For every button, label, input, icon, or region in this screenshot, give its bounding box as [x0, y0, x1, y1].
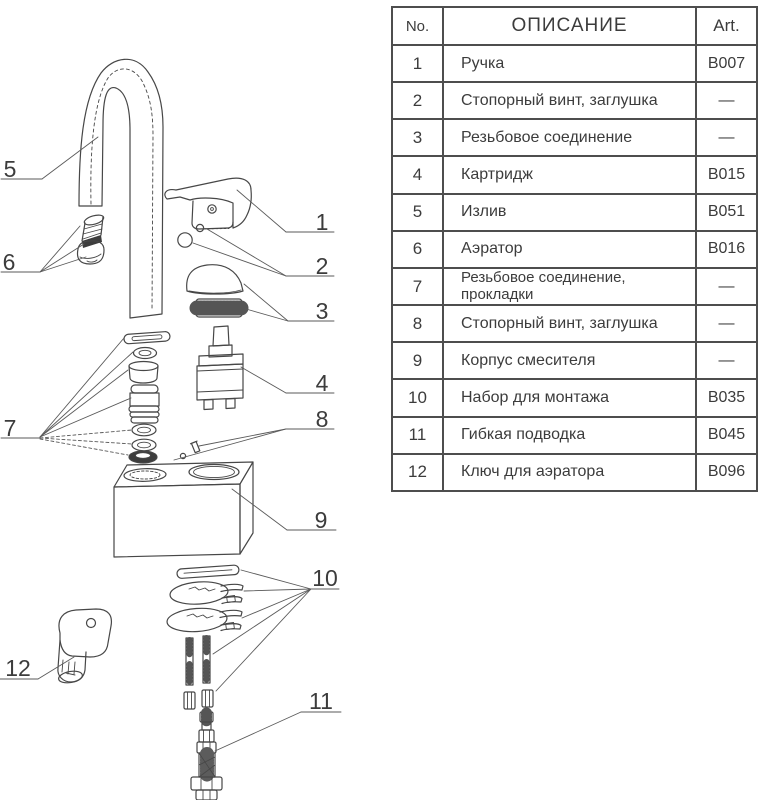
cell-art: B016 [696, 231, 757, 268]
table-row [392, 379, 757, 416]
cell-art: B051 [696, 194, 757, 231]
cell-description: Аэратор [443, 231, 696, 268]
col-header-description: ОПИСАНИЕ [443, 7, 696, 45]
table-row [392, 82, 757, 119]
cell-no: 11 [392, 417, 443, 454]
parts-table [391, 6, 758, 492]
table-row [392, 156, 757, 193]
table-row [392, 268, 757, 305]
table-row [392, 305, 757, 342]
threaded-connection-part [187, 265, 243, 317]
table-header-row [392, 7, 757, 45]
table-row [392, 342, 757, 379]
cell-description: Резьбовое соединение, прокладки [443, 268, 696, 305]
cell-no: 1 [392, 45, 443, 82]
callout-11: 11 [309, 688, 333, 714]
cell-description: Набор для монтажа [443, 379, 696, 416]
callout-2: 2 [315, 253, 329, 279]
flexible-hose-part [191, 712, 222, 800]
cartridge-part [197, 326, 243, 410]
callout-12: 12 [5, 655, 31, 681]
cell-art: B007 [696, 45, 757, 82]
table-row [392, 45, 757, 82]
cell-art: — [696, 268, 757, 305]
cell-no: 5 [392, 194, 443, 231]
table-row [392, 194, 757, 231]
cell-description: Излив [443, 194, 696, 231]
cell-art: B096 [696, 454, 757, 491]
aerator-key-part [58, 609, 112, 685]
mixer-body-part [114, 462, 253, 557]
col-header-no: No. [392, 7, 443, 45]
cell-no: 3 [392, 119, 443, 156]
handle-part [165, 178, 251, 229]
cell-no: 2 [392, 82, 443, 119]
cell-no: 9 [392, 342, 443, 379]
cell-art: — [696, 119, 757, 156]
callout-4: 4 [315, 370, 329, 396]
cell-art: B045 [696, 417, 757, 454]
cell-art: B035 [696, 379, 757, 416]
cell-description: Ручка [443, 45, 696, 82]
callout-3: 3 [315, 298, 329, 324]
callout-6: 6 [2, 249, 16, 275]
handle-screw [208, 205, 216, 213]
callout-1: 1 [315, 209, 329, 235]
callout-5: 5 [3, 156, 17, 182]
cell-no: 4 [392, 156, 443, 193]
cell-description: Гибкая подводка [443, 417, 696, 454]
cell-no: 6 [392, 231, 443, 268]
spout-part [79, 59, 163, 318]
cell-art: B015 [696, 156, 757, 193]
table-row [392, 119, 757, 156]
aerator-part [78, 213, 105, 264]
cell-description: Стопорный винт, заглушка [443, 82, 696, 119]
body-stop-screw-part [180, 441, 200, 458]
col-header-art: Art. [696, 7, 757, 45]
cell-description: Корпус смесителя [443, 342, 696, 379]
cell-description: Резьбовое соединение [443, 119, 696, 156]
cell-description: Ключ для аэратора [443, 454, 696, 491]
cell-no: 7 [392, 268, 443, 305]
leader-lines [0, 137, 341, 751]
callout-8: 8 [315, 406, 329, 432]
cell-no: 8 [392, 305, 443, 342]
cell-description: Стопорный винт, заглушка [443, 305, 696, 342]
callout-7: 7 [3, 415, 17, 441]
cell-description: Картридж [443, 156, 696, 193]
cell-no: 12 [392, 454, 443, 491]
callout-9: 9 [314, 507, 328, 533]
table-row [392, 454, 757, 491]
table-row [392, 231, 757, 268]
stop-screw-plug-part [178, 224, 204, 247]
table-row [392, 417, 757, 454]
cell-art: — [696, 342, 757, 379]
cell-art: — [696, 305, 757, 342]
cell-no: 10 [392, 379, 443, 416]
gasket-stack-part [124, 331, 171, 463]
cell-art: — [696, 82, 757, 119]
callout-10: 10 [312, 565, 338, 591]
mounting-set-part [166, 565, 243, 709]
